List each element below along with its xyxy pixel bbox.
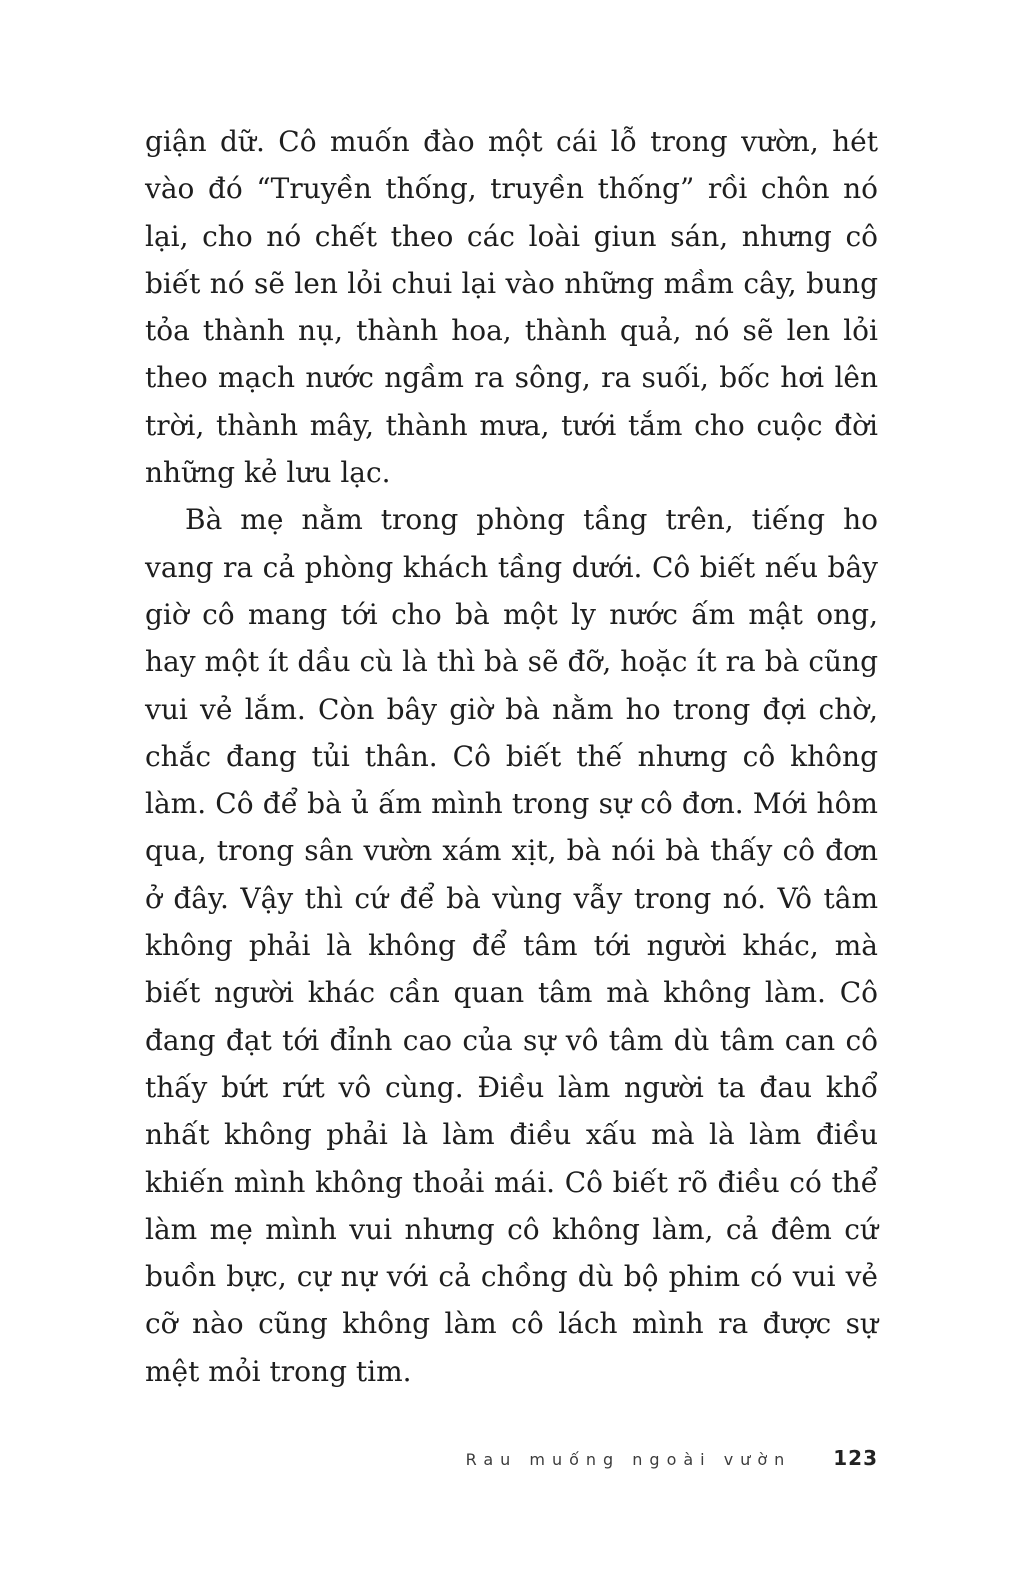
paragraph: giận dữ. Cô muốn đào một cái lỗ trong vườn, hét vào đó “Truyền thống, truyền thống” rồi chôn nó lại, cho nó chết theo các loài giun sán, nhưng cô biết nó sẽ len lỏi chui lại vào những mầm cây, bung tỏa thành nụ, thành hoa, thành quả, nó sẽ len lỏi theo mạch nước ngầm ra sông, ra suối, bốc hơi lên trời, thành mây, thành mưa, tưới tắm cho cuộc đời những kẻ lưu lạc. [145,125,878,490]
paragraph: Bà mẹ nằm trong phòng tầng trên, tiếng ho vang ra cả phòng khách tầng dưới. Cô biết nếu bây giờ cô mang tới cho bà một ly nước ấm mật ong, hay một ít dầu cù là thì bà sẽ đỡ, hoặc ít ra bà cũng vui vẻ lắm. Còn bây giờ bà nằm ho trong đợi chờ, chắc đang tủi thân. Cô biết thế nhưng cô không làm. Cô để bà ủ ấm mình trong sự cô đơn. Mới hôm qua, trong sân vườn xám xịt, bà nói bà thấy cô đơn ở đây. Vậy thì cứ để bà vùng vẫy trong nó. Vô tâm không phải là không để tâm tới người khác, mà biết người khác cần quan tâm mà không làm. Cô đang đạt tới đỉnh cao của sự vô tâm dù tâm can cô thấy bứt rứt vô cùng. Điều làm người ta đau khổ nhất không phải là làm điều xấu mà là làm điều khiến mình không thoải mái. Cô biết rõ điều có thể làm mẹ mình vui nhưng cô không làm, cả đêm cứ buồn bực, cự nự với cả chồng dù bộ phim có vui vẻ cỡ nào cũng không làm cô lách mình ra được sự mệt mỏi trong tim. [145,503,878,1388]
body-text [145,118,878,1395]
running-title: Rau muống ngoài vườn [465,1450,792,1469]
page-number: 123 [833,1446,878,1470]
page-footer [145,1446,878,1470]
